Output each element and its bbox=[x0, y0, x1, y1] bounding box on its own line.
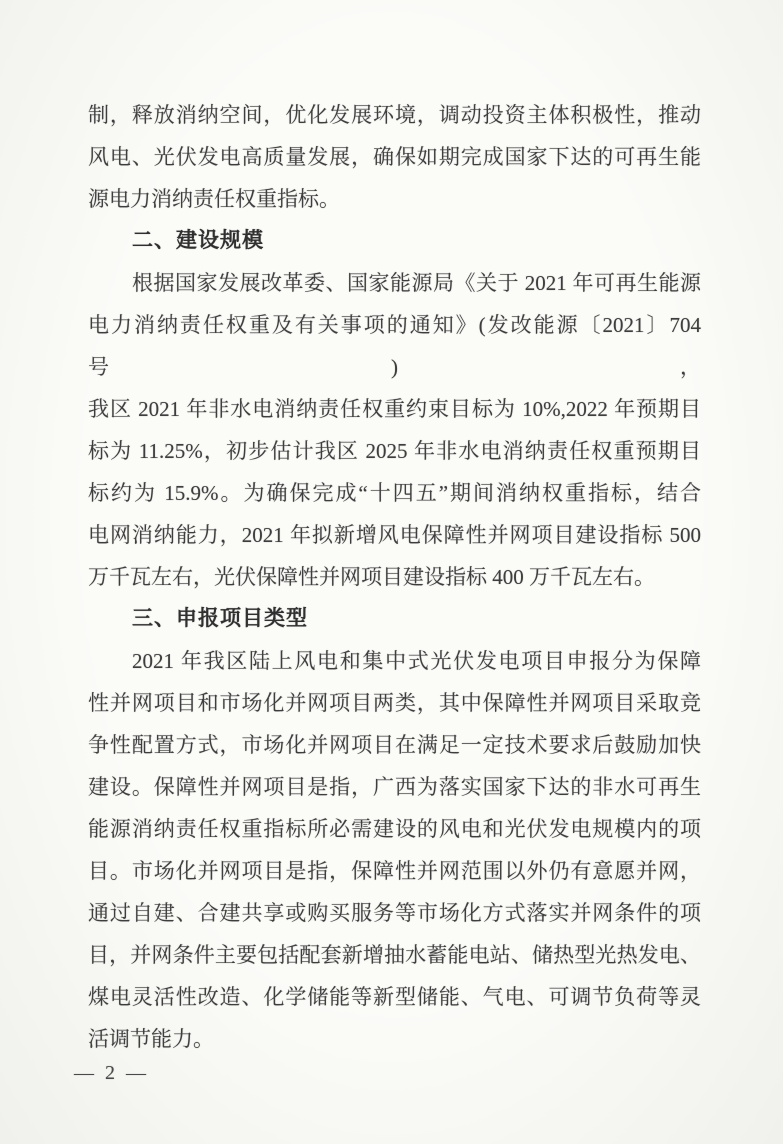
text-line: 2021 年我区陆上风电和集中式光伏发电项目申报分为保障 bbox=[132, 649, 701, 673]
section-heading: 二、建设规模 bbox=[132, 229, 264, 252]
text-line: 万千瓦左右，光伏保障性并网项目建设指标 400 万千瓦左右。 bbox=[88, 565, 655, 589]
page-number: — 2 — bbox=[74, 1062, 149, 1084]
text-line: 电力消纳责任权重及有关事项的通知》(发改能源〔2021〕704 号)， bbox=[88, 313, 701, 379]
text-line: 建设。保障性并网项目是指，广西为落实国家下达的非水可再生 bbox=[88, 775, 701, 799]
text-line: 性并网项目和市场化并网项目两类，其中保障性并网项目采取竞 bbox=[88, 691, 701, 715]
text-line: 源电力消纳责任权重指标。 bbox=[88, 187, 340, 211]
text-line: 煤电灵活性改造、化学储能等新型储能、气电、可调节负荷等灵 bbox=[88, 985, 701, 1009]
text-line: 通过自建、合建共享或购买服务等市场化方式落实并网条件的项 bbox=[88, 901, 701, 925]
document-body bbox=[88, 94, 701, 1060]
text-line: 目。市场化并网项目是指，保障性并网范围以外仍有意愿并网， bbox=[88, 859, 701, 883]
text-line: 活调节能力。 bbox=[88, 1027, 214, 1051]
text-line: 电网消纳能力，2021 年拟新增风电保障性并网项目建设指标 500 bbox=[88, 523, 701, 547]
text-line: 标为 11.25%，初步估计我区 2025 年非水电消纳责任权重预期目 bbox=[88, 439, 701, 463]
text-line: 根据国家发展改革委、国家能源局《关于 2021 年可再生能源 bbox=[132, 271, 701, 295]
text-line: 争性配置方式，市场化并网项目在满足一定技术要求后鼓励加快 bbox=[88, 733, 701, 757]
text-line: 目，并网条件主要包括配套新增抽水蓄能电站、储热型光热发电、 bbox=[88, 943, 701, 967]
text-line: 制，释放消纳空间，优化发展环境，调动投资主体积极性，推动 bbox=[88, 103, 701, 127]
text-line: 能源消纳责任权重指标所必需建设的风电和光伏发电规模内的项 bbox=[88, 817, 701, 841]
text-line: 我区 2021 年非水电消纳责任权重约束目标为 10%,2022 年预期目 bbox=[88, 397, 701, 421]
section-heading: 三、申报项目类型 bbox=[132, 607, 308, 630]
text-line: 风电、光伏发电高质量发展，确保如期完成国家下达的可再生能 bbox=[88, 145, 701, 169]
text-line: 标约为 15.9%。为确保完成“十四五”期间消纳权重指标，结合 bbox=[88, 481, 701, 505]
